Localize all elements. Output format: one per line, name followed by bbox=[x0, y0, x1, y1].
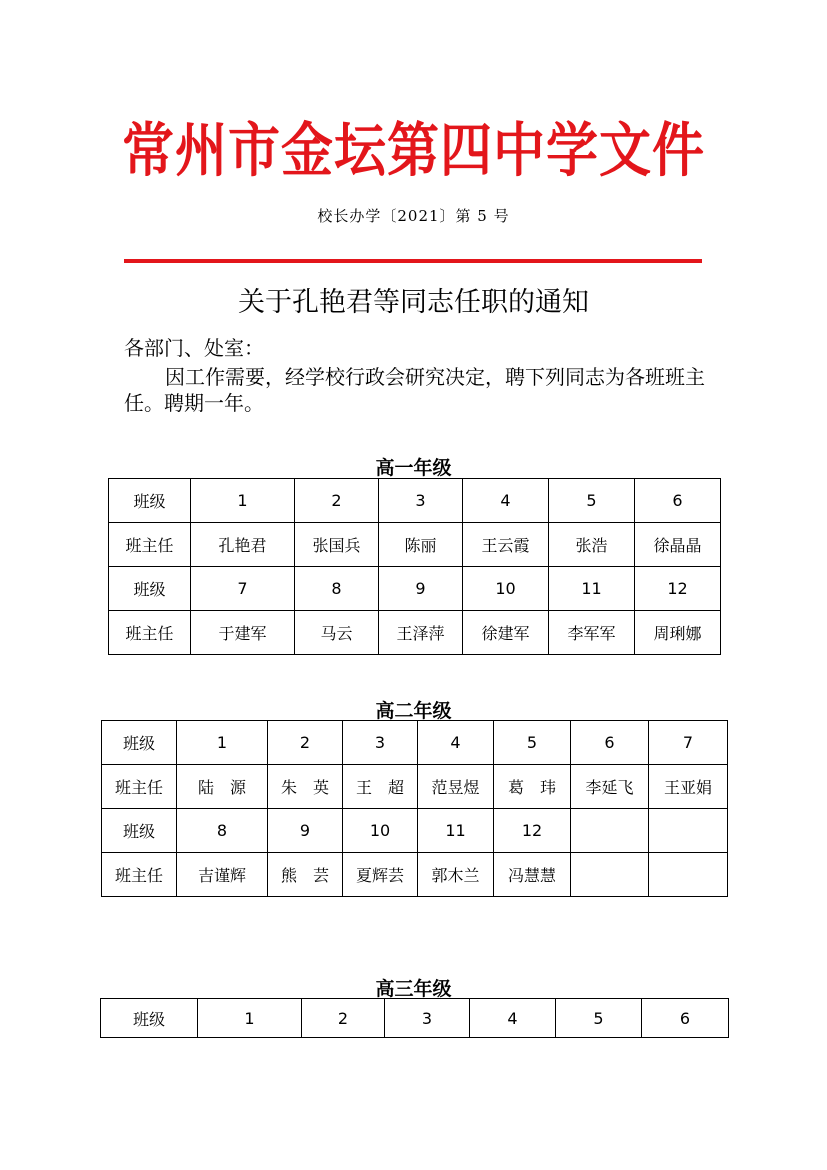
notice-body: 因工作需要，经学校行政会研究决定，聘下列同志为各班班主任。聘期一年。 bbox=[124, 365, 705, 415]
table-cell: 2 bbox=[268, 721, 343, 765]
table-row bbox=[102, 765, 728, 809]
table-cell-header: 班级 bbox=[102, 721, 177, 765]
table-cell: 王 超 bbox=[343, 765, 418, 809]
table-cell: 李延飞 bbox=[571, 765, 649, 809]
table-cell-header: 班主任 bbox=[109, 523, 191, 567]
table-cell bbox=[649, 809, 728, 853]
table-cell: 8 bbox=[177, 809, 268, 853]
table-row bbox=[109, 611, 721, 655]
table-cell: 9 bbox=[379, 567, 463, 611]
table-cell: 9 bbox=[268, 809, 343, 853]
table-cell: 6 bbox=[642, 999, 729, 1038]
table-cell bbox=[571, 853, 649, 897]
table-cell bbox=[649, 853, 728, 897]
table-cell: 3 bbox=[379, 479, 463, 523]
table-cell: 7 bbox=[191, 567, 295, 611]
table-cell: 张国兵 bbox=[295, 523, 379, 567]
table-cell: 吉谨辉 bbox=[177, 853, 268, 897]
table-cell: 陈丽 bbox=[379, 523, 463, 567]
document-header-title: 常州市金坛第四中学文件 bbox=[121, 118, 705, 186]
table-cell: 李军军 bbox=[549, 611, 635, 655]
table-cell-header: 班主任 bbox=[109, 611, 191, 655]
table-cell: 王云霞 bbox=[463, 523, 549, 567]
table-cell: 5 bbox=[556, 999, 642, 1038]
table-cell: 11 bbox=[418, 809, 494, 853]
table-cell: 1 bbox=[177, 721, 268, 765]
table-cell: 徐晶晶 bbox=[635, 523, 721, 567]
table-cell: 3 bbox=[385, 999, 470, 1038]
table-row bbox=[102, 721, 728, 765]
table-cell-header: 班级 bbox=[101, 999, 198, 1038]
table-cell bbox=[571, 809, 649, 853]
table-cell: 周琍娜 bbox=[635, 611, 721, 655]
grade3-table bbox=[100, 998, 729, 1038]
table-row bbox=[102, 853, 728, 897]
table-cell-header: 班主任 bbox=[102, 765, 177, 809]
table-cell: 12 bbox=[494, 809, 571, 853]
table-cell: 8 bbox=[295, 567, 379, 611]
table-cell: 夏辉芸 bbox=[343, 853, 418, 897]
table-cell: 10 bbox=[343, 809, 418, 853]
table-cell: 4 bbox=[470, 999, 556, 1038]
table-cell: 12 bbox=[635, 567, 721, 611]
table-cell: 王泽萍 bbox=[379, 611, 463, 655]
table-cell: 马云 bbox=[295, 611, 379, 655]
red-divider-line bbox=[124, 259, 702, 263]
table-cell: 1 bbox=[198, 999, 302, 1038]
table-cell: 范昱煜 bbox=[418, 765, 494, 809]
table-row bbox=[109, 567, 721, 611]
table-cell: 4 bbox=[418, 721, 494, 765]
table-cell: 6 bbox=[571, 721, 649, 765]
table-cell-header: 班主任 bbox=[102, 853, 177, 897]
salutation: 各部门、处室： bbox=[124, 336, 264, 360]
document-number: 校长办学〔2021〕第 5 号 bbox=[317, 207, 510, 225]
table-cell: 冯慧慧 bbox=[494, 853, 571, 897]
grade3-title: 高三年级 bbox=[375, 978, 452, 1000]
table-row bbox=[102, 809, 728, 853]
grade2-table bbox=[101, 720, 728, 897]
table-cell: 10 bbox=[463, 567, 549, 611]
grade2-title: 高二年级 bbox=[375, 700, 452, 722]
table-cell: 张浩 bbox=[549, 523, 635, 567]
grade1-table bbox=[108, 478, 721, 655]
table-cell: 葛 玮 bbox=[494, 765, 571, 809]
table-cell: 于建军 bbox=[191, 611, 295, 655]
table-cell-header: 班级 bbox=[102, 809, 177, 853]
table-cell: 5 bbox=[549, 479, 635, 523]
table-cell: 4 bbox=[463, 479, 549, 523]
table-cell: 2 bbox=[295, 479, 379, 523]
table-cell: 5 bbox=[494, 721, 571, 765]
table-cell: 朱 英 bbox=[268, 765, 343, 809]
table-cell: 2 bbox=[302, 999, 385, 1038]
table-row bbox=[109, 479, 721, 523]
table-cell: 王亚娟 bbox=[649, 765, 728, 809]
grade1-title: 高一年级 bbox=[375, 457, 452, 479]
table-cell: 郭木兰 bbox=[418, 853, 494, 897]
table-cell: 熊 芸 bbox=[268, 853, 343, 897]
table-cell: 陆 源 bbox=[177, 765, 268, 809]
table-cell: 11 bbox=[549, 567, 635, 611]
table-cell: 孔艳君 bbox=[191, 523, 295, 567]
table-cell: 6 bbox=[635, 479, 721, 523]
table-row bbox=[109, 523, 721, 567]
table-cell: 徐建军 bbox=[463, 611, 549, 655]
notice-title: 关于孔艳君等同志任职的通知 bbox=[238, 287, 589, 318]
table-cell: 1 bbox=[191, 479, 295, 523]
table-cell: 7 bbox=[649, 721, 728, 765]
table-row bbox=[101, 999, 729, 1038]
table-cell-header: 班级 bbox=[109, 567, 191, 611]
table-cell-header: 班级 bbox=[109, 479, 191, 523]
table-cell: 3 bbox=[343, 721, 418, 765]
